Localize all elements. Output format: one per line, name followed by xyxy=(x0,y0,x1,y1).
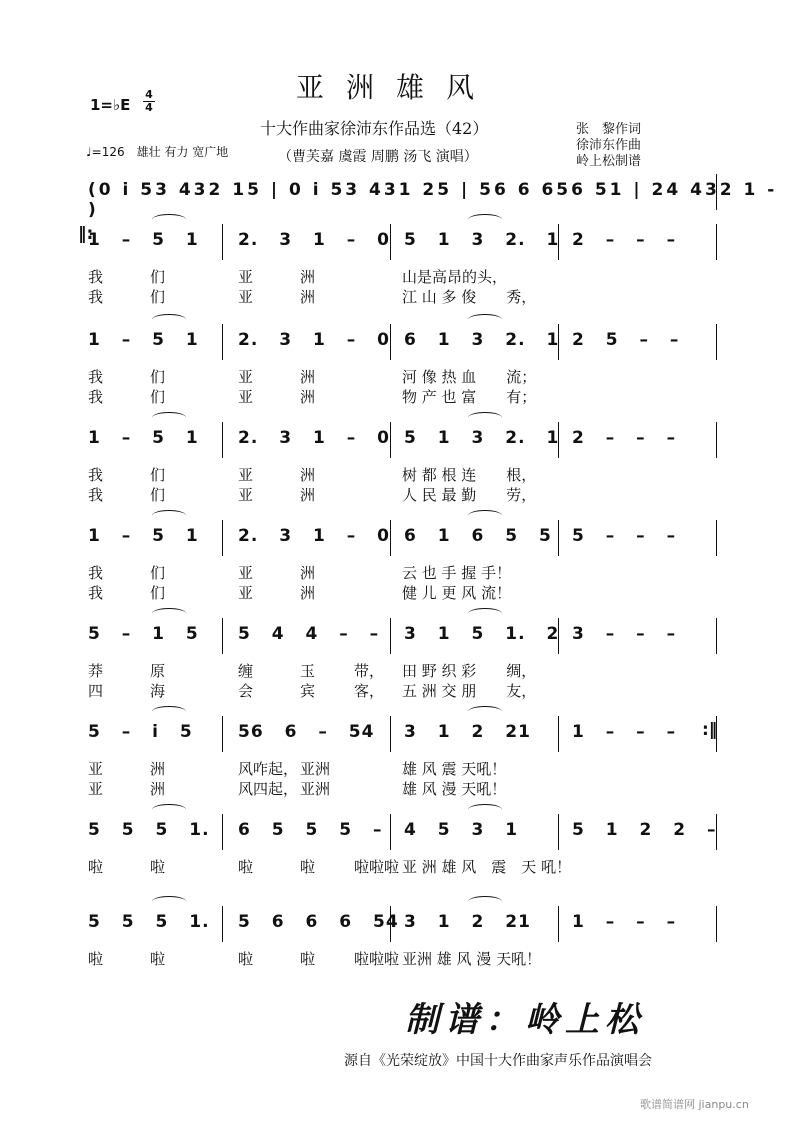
slur xyxy=(468,896,502,907)
measure: 6 1 3 2. 1 xyxy=(404,330,560,350)
tempo-marking: ♩=126 雄壮 有力 宽广地 xyxy=(86,145,229,159)
bar-line xyxy=(222,814,223,850)
slur xyxy=(468,214,502,225)
lyric-syllable: 洲 xyxy=(300,466,316,484)
score-line xyxy=(0,322,792,406)
lyric-syllable: 们 xyxy=(150,268,166,286)
slur xyxy=(152,314,186,325)
measure: 2 – – – xyxy=(572,428,677,448)
lyric-syllable: 雄 风 震 天吼！ xyxy=(402,760,507,778)
bar-line xyxy=(390,422,391,458)
lyric-syllable: 四 xyxy=(88,682,104,700)
lyric-syllable: 宾 xyxy=(300,682,316,700)
lyric-syllable: 河 像 热 血 流； xyxy=(402,368,537,386)
score-line xyxy=(0,518,792,602)
measure: 5 4 4 – – xyxy=(238,624,380,644)
lyric-syllable: 田 野 织 彩 绸， xyxy=(402,662,537,680)
measure: 5 6 6 6 54 xyxy=(238,912,399,932)
lyric-syllable: 洲 xyxy=(300,368,316,386)
bar-line xyxy=(390,618,391,654)
measure: 5 5 5 1. xyxy=(88,912,210,932)
bar-line xyxy=(222,618,223,654)
score-line xyxy=(0,616,792,700)
lyric-syllable: 人 民 最 勤 劳， xyxy=(402,486,537,504)
measure: 1 – 5 1 xyxy=(88,526,199,546)
lyric-syllable: 亚洲 xyxy=(300,780,331,798)
measure: 1 – – – xyxy=(572,722,677,742)
bar-line xyxy=(390,224,391,260)
bar-line xyxy=(222,716,223,752)
bar-line xyxy=(558,520,559,556)
measure: 5 1 3 2. 1 xyxy=(404,428,560,448)
lyric-syllable: 物 产 也 富 有； xyxy=(402,388,537,406)
measure: 1 – 5 1 xyxy=(88,330,199,350)
measure: 2. 3 1 – 0 xyxy=(238,230,390,250)
bar-line xyxy=(716,618,717,654)
bar-line xyxy=(222,422,223,458)
key-signature: 1=♭E xyxy=(90,96,131,114)
intro-staff xyxy=(0,172,792,228)
lyric-syllable: 们 xyxy=(150,388,166,406)
lyric-syllable: 我 xyxy=(88,288,104,306)
score-line xyxy=(0,222,792,306)
measure: 1 – 5 1 xyxy=(88,230,199,250)
lyric-syllable: 带， xyxy=(354,662,385,680)
lyric-syllable: 啦 xyxy=(238,950,254,968)
measure: 5 – 1 5 xyxy=(88,624,199,644)
bar-line xyxy=(716,422,717,458)
song-title: 亚洲雄风 xyxy=(295,71,496,104)
lyric-syllable: 原 xyxy=(150,662,166,680)
repeat-end-sign: :‖ xyxy=(702,720,718,740)
lyric-syllable: 啦 xyxy=(300,950,316,968)
measure: 1 – 5 1 xyxy=(88,428,199,448)
bar-line xyxy=(558,716,559,752)
measure: 6 5 5 5 – xyxy=(238,820,383,840)
slur xyxy=(152,706,186,717)
slur xyxy=(468,510,502,521)
lyric-syllable: 玉 xyxy=(300,662,316,680)
lyric-syllable: 洲 xyxy=(150,780,166,798)
lyric-syllable: 五 洲 交 朋 友， xyxy=(402,682,537,700)
lyric-syllable: 洲 xyxy=(300,486,316,504)
bar-line xyxy=(558,814,559,850)
lyric-syllable: 海 xyxy=(150,682,166,700)
lyric-syllable: 啦啦啦 xyxy=(354,950,400,968)
lyric-syllable: 我 xyxy=(88,368,104,386)
intro-notes: (0 i 53 432 15 | 0 i 53 431 25 | 56 6 656 51 | 24 432 1 - ) xyxy=(88,180,778,220)
slur xyxy=(468,314,502,325)
lyric-syllable: 亚 xyxy=(238,268,254,286)
time-signature-bottom: 4 xyxy=(145,101,153,114)
lyric-syllable: 们 xyxy=(150,584,166,602)
measure: 1 – – – xyxy=(572,912,677,932)
lyric-syllable: 啦 xyxy=(238,858,254,876)
lyric-syllable: 啦 xyxy=(150,950,166,968)
watermark: 歌谱简谱网 jianpu.cn xyxy=(640,1098,749,1111)
bar-line xyxy=(222,324,223,360)
bar-line xyxy=(222,906,223,942)
score-line xyxy=(0,812,792,876)
lyric-syllable: 们 xyxy=(150,466,166,484)
score-line xyxy=(0,714,792,798)
slur xyxy=(152,896,186,907)
lyric-syllable: 洲 xyxy=(300,268,316,286)
lyric-syllable: 洲 xyxy=(300,564,316,582)
lyric-syllable: 亚 xyxy=(238,466,254,484)
subtitle: 十大作曲家徐沛东作品选（42） xyxy=(260,119,489,138)
lyric-syllable: 洲 xyxy=(300,388,316,406)
transcriber-signature: 制谱：岭上松 xyxy=(405,1000,645,1040)
lyric-syllable: 我 xyxy=(88,388,104,406)
lyric-syllable: 我 xyxy=(88,466,104,484)
lyric-syllable: 风四起， xyxy=(238,780,299,798)
measure: 5 – – – xyxy=(572,526,677,546)
measure: 2 – – – xyxy=(572,230,677,250)
lyric-syllable: 亚 xyxy=(238,486,254,504)
measure: 56 6 – 54 xyxy=(238,722,375,742)
bar-line xyxy=(390,716,391,752)
measure: 3 1 5 1. 2 xyxy=(404,624,560,644)
measure: 3 1 2 21 xyxy=(404,912,531,932)
measure: 6 1 6 5 5 xyxy=(404,526,552,546)
measure: 5 1 3 2. 1 xyxy=(404,230,560,250)
measure: 4 5 3 1 xyxy=(404,820,519,840)
measure: 2. 3 1 – 0 xyxy=(238,428,390,448)
measure: 3 1 2 21 xyxy=(404,722,531,742)
time-signature xyxy=(143,89,155,114)
bar-line xyxy=(390,814,391,850)
singers: （曹芙嘉 虞霞 周鹏 汤飞 演唱） xyxy=(278,149,478,165)
lyric-syllable: 云 也 手 握 手！ xyxy=(402,564,512,582)
slur xyxy=(152,412,186,423)
lyric-syllable: 亚洲 xyxy=(300,760,331,778)
lyric-syllable: 亚 xyxy=(238,584,254,602)
bar-line xyxy=(390,520,391,556)
lyric-syllable: 会 xyxy=(238,682,254,700)
lyric-syllable: 洲 xyxy=(300,288,316,306)
measure: 2. 3 1 – 0 xyxy=(238,526,390,546)
slur xyxy=(152,608,186,619)
measure: 3 – – – xyxy=(572,624,677,644)
credit-lyricist: 张 黎作词 xyxy=(576,122,642,137)
lyric-syllable: 啦啦啦 xyxy=(354,858,400,876)
measure: 5 – i 5 xyxy=(88,722,193,742)
slur xyxy=(152,510,186,521)
bar-line xyxy=(716,324,717,360)
lyric-syllable: 洲 xyxy=(300,584,316,602)
lyric-syllable: 们 xyxy=(150,564,166,582)
slur xyxy=(468,706,502,717)
score-line xyxy=(0,904,792,968)
lyric-syllable: 雄 风 漫 天吼！ xyxy=(402,780,507,798)
lyric-syllable: 洲 xyxy=(150,760,166,778)
lyric-syllable: 山是高昂的头， xyxy=(402,268,508,286)
lyric-syllable: 莽 xyxy=(88,662,104,680)
lyric-syllable: 风咋起， xyxy=(238,760,299,778)
lyric-syllable: 啦 xyxy=(88,950,104,968)
score-line xyxy=(0,420,792,504)
bar-line xyxy=(716,520,717,556)
lyric-syllable: 亚 xyxy=(238,368,254,386)
lyric-syllable: 客， xyxy=(354,682,385,700)
slur xyxy=(468,412,502,423)
bar-line xyxy=(390,324,391,360)
lyric-syllable: 亚 xyxy=(88,780,104,798)
lyric-syllable: 啦 xyxy=(300,858,316,876)
measure: 5 5 5 1. xyxy=(88,820,210,840)
slur xyxy=(468,608,502,619)
lyric-syllable: 江 山 多 俊 秀， xyxy=(402,288,537,306)
lyric-syllable: 我 xyxy=(88,486,104,504)
bar-line xyxy=(222,520,223,556)
slur xyxy=(152,804,186,815)
lyric-syllable: 亚 xyxy=(88,760,104,778)
lyric-syllable: 亚 xyxy=(238,288,254,306)
bar-line xyxy=(716,906,717,942)
lyric-syllable: 健 儿 更 风 流！ xyxy=(402,584,512,602)
lyric-syllable: 亚 xyxy=(238,564,254,582)
lyric-syllable: 们 xyxy=(150,368,166,386)
lyric-syllable: 啦 xyxy=(88,858,104,876)
repeat-start-sign: ‖: xyxy=(78,224,94,244)
lyric-syllable: 我 xyxy=(88,268,104,286)
lyric-syllable: 我 xyxy=(88,584,104,602)
lyric-syllable: 亚洲 雄 风 漫 天吼！ xyxy=(402,950,542,968)
credit-composer: 徐沛东作曲 xyxy=(576,138,642,153)
measure: 2. 3 1 – 0 xyxy=(238,330,390,350)
bar-line xyxy=(716,224,717,260)
source-note: 源自《光荣绽放》中国十大作曲家声乐作品演唱会 xyxy=(344,1053,652,1069)
lyric-syllable: 缠 xyxy=(238,662,254,680)
lyric-syllable: 我 xyxy=(88,564,104,582)
time-signature-top: 4 xyxy=(145,88,153,101)
credit-transcriber: 岭上松制谱 xyxy=(576,154,642,169)
measure: 2 5 – – xyxy=(572,330,680,350)
lyric-syllable: 啦 xyxy=(150,858,166,876)
bar-line xyxy=(558,906,559,942)
lyric-syllable: 亚 洲 雄 风 震 天 吼！ xyxy=(402,858,572,876)
slur xyxy=(468,804,502,815)
measure: 5 1 2 2 – xyxy=(572,820,717,840)
lyric-syllable: 亚 xyxy=(238,388,254,406)
lyric-syllable: 们 xyxy=(150,288,166,306)
lyric-syllable: 树 都 根 连 根， xyxy=(402,466,537,484)
slur xyxy=(152,214,186,225)
bar-line xyxy=(222,224,223,260)
lyric-syllable: 们 xyxy=(150,486,166,504)
